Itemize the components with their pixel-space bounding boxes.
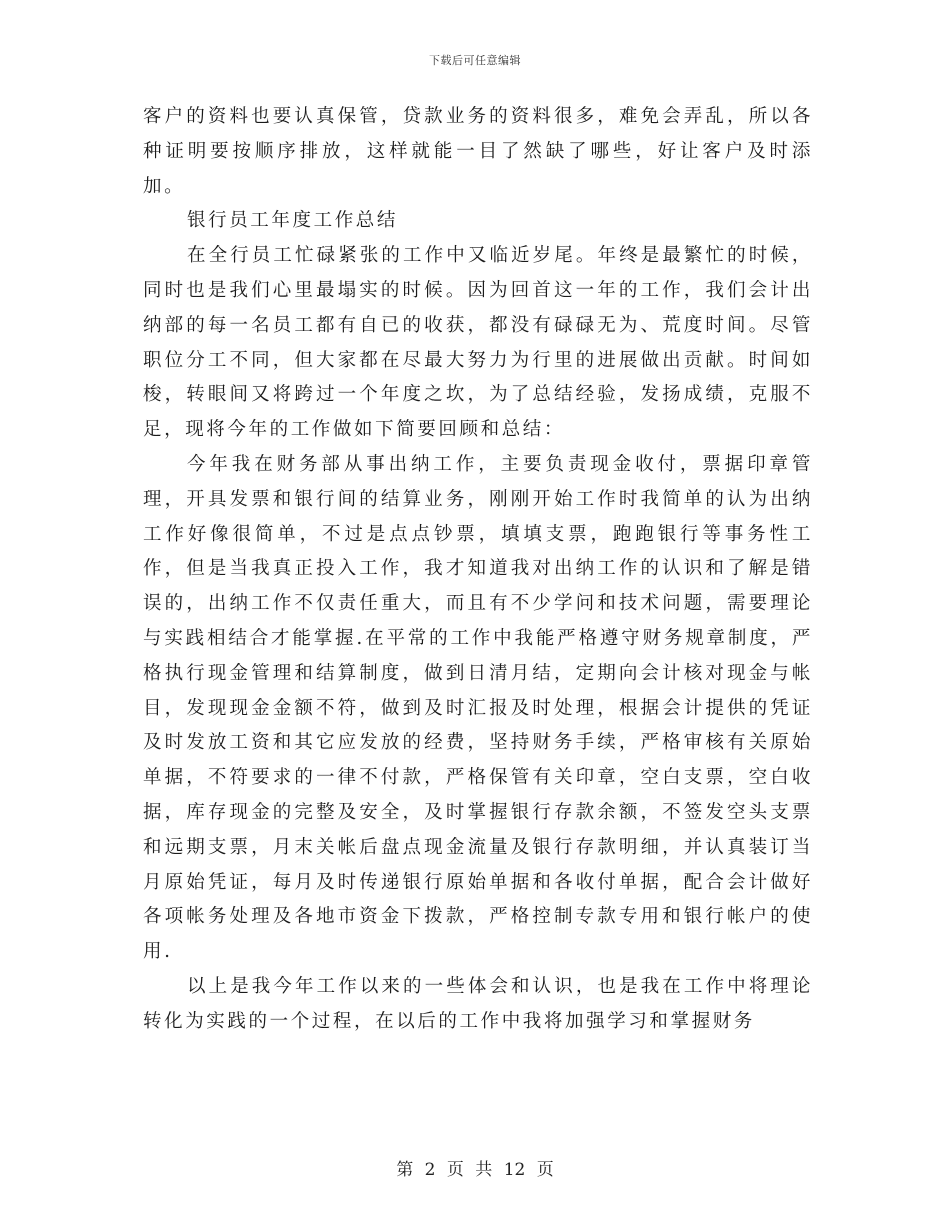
section-title: 银行员工年度工作总结 [187,210,399,232]
paragraph-intro: 在全行员工忙碌紧张的工作中又临近岁尾。年终是最繁忙的时候，同时也是我们心里最塌实的时候。因为回首这一年的工作，我们会计出纳部的每一名员工都有自已的收获，都没有碌碌无为、荒度时间。尽管职位分工不同，但大家都在尽最大努力为行里的进展做出贡献。时间如梭，转眼间又将跨过一个年度之坎，为了总结经验，发扬成绩，克服不足，现将今年的工作做如下简要回顾和总结： [143,245,813,441]
page-header-note: 下载后可任意编辑 [429,54,521,67]
paragraph-work-duties: 今年我在财务部从事出纳工作，主要负责现金收付，票据印章管理，开具发票和银行间的结算业务，刚刚开始工作时我简单的认为出纳工作好像很简单，不过是点点钞票，填填支票，跑跑银行等事务性工作，但是当我真正投入工作，我才知道我对出纳工作的认识和了解是错误的，出纳工作不仅责任重大，而且有不少学问和技术问题，需要理论与实践相结合才能掌握.在平常的工作中我能严格遵守财务规章制度，严格执行现金管理和结算制度，做到日清月结，定期向会计核对现金与帐目，发现现金金额不符，做到及时汇报及时处理，根据会计提供的凭证及时发放工资和其它应发放的经费，坚持财务手续，严格审核有关原始单据，不符要求的一律不付款，严格保管有关印章，空白支票，空白收据，库存现金的完整及安全，及时掌握银行存款余额，不签发空头支票和远期支票，月末关帐后盘点现金流量及银行存款明细，并认真装订当月原始凭证，每月及时传递银行原始单据和各收付单据，配合会计做好各项帐务处理及各地市资金下拨款，严格控制专款专用和银行帐户的使用. [143,453,813,963]
document-body [143,100,813,1040]
page-number: 第 2 页 共 12 页 [396,1160,554,1180]
paragraph-conclusion: 以上是我今年工作以来的一些体会和认识，也是我在工作中将理论转化为实践的一个过程，在以后的工作中我将加强学习和掌握财务 [143,975,813,1032]
paragraph-continued: 客户的资料也要认真保管，贷款业务的资料很多，难免会弄乱，所以各种证明要按顺序排放，这样就能一目了然缺了哪些，好让客户及时添加。 [143,106,813,197]
